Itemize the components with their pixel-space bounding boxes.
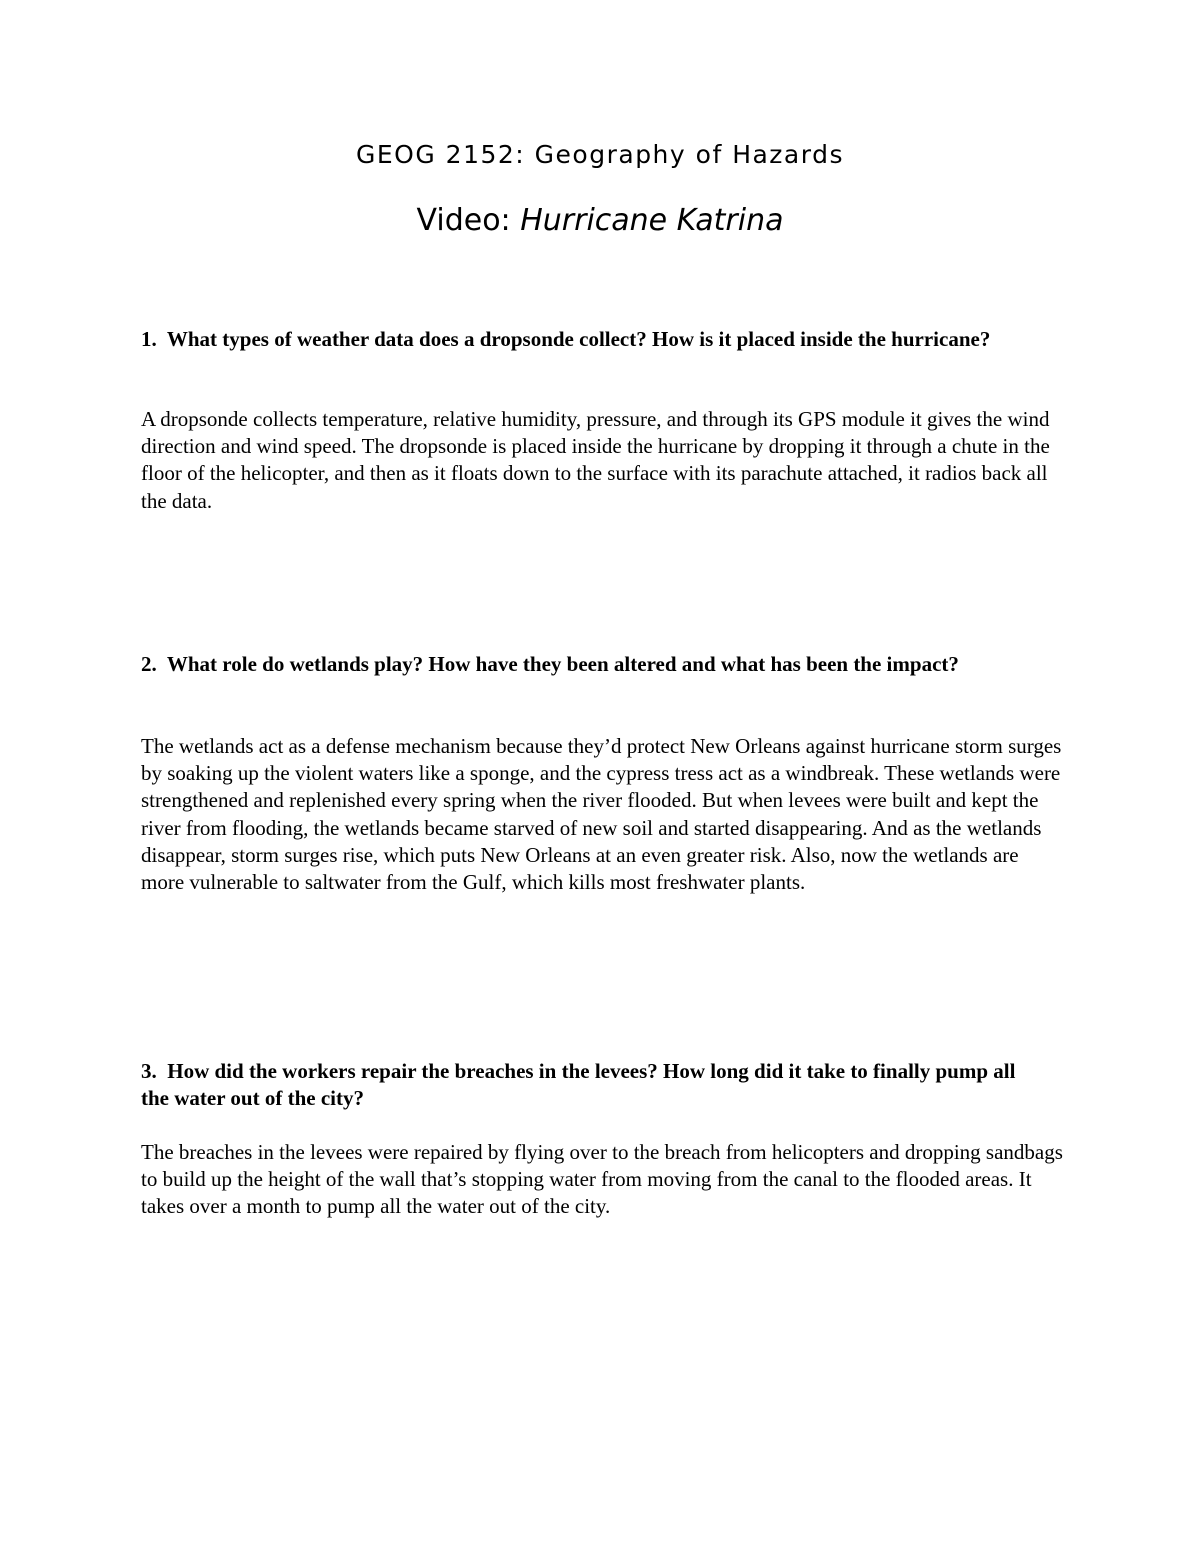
answer-3: The breaches in the levees were repaired by flying over to the breach from helicopters and dropping sandbags to build up the height of the wall that’s stopping water from moving from the canal to the flooded areas. It takes over a month to pump all the water out of the city. — [141, 1140, 1063, 1219]
answer-2: The wetlands act as a defense mechanism because they’d protect New Orleans against hurricane storm surges by soaking up the violent waters like a sponge, and the cypress tress act as a windbreak. These wetlands were strengthened and replenished every spring when the river flooded. But when levees were built and kept the river from flooding, the wetlands became starved of new soil and started disappearing. And as the wetlands disappear, storm surges rise, which puts New Orleans at an even greater risk. Also, now the wetlands are more vulnerable to saltwater from the Gulf, which kills most freshwater plants. — [141, 734, 1062, 895]
question-2 — [141, 651, 1041, 678]
question-2-number: 2. — [141, 652, 157, 676]
question-3 — [141, 1058, 1041, 1112]
answer-1: A dropsonde collects temperature, relative humidity, pressure, and through its GPS module it gives the wind direction and wind speed. The dropsonde is placed inside the hurricane by dropping it through a chute in the floor of the helicopter, and then as it floats down to the surface with its parachute attached, it radios back all the data. — [141, 407, 1050, 513]
question-1-number: 1. — [141, 327, 157, 351]
question-3-text: How did the workers repair the breaches in the levees? How long did it take to finally pump all the water out of the city? — [141, 1059, 1016, 1110]
video-title — [0, 203, 1200, 238]
question-3-number: 3. — [141, 1059, 157, 1083]
question-1 — [141, 326, 1041, 353]
question-1-text: What types of weather data does a dropsonde collect? How is it placed inside the hurricane? — [166, 327, 991, 351]
video-title-prefix: Video: — [416, 203, 521, 238]
question-2-text: What role do wetlands play? How have they been altered and what has been the impact? — [166, 652, 959, 676]
course-title: GEOG 2152: Geography of Hazards — [356, 140, 844, 169]
video-title-name: Hurricane Katrina — [520, 203, 784, 238]
